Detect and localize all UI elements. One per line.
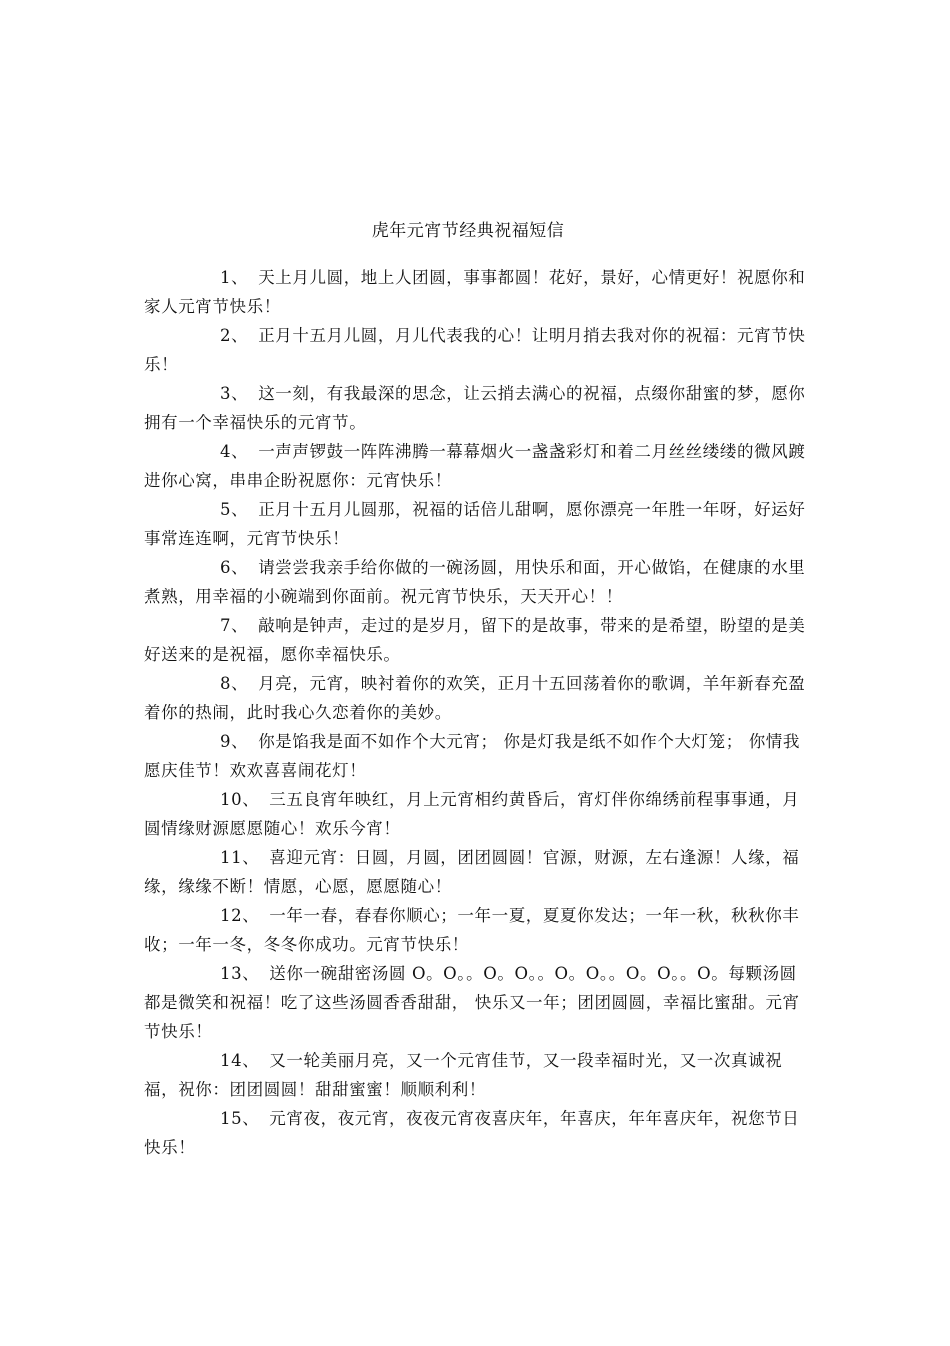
item-number: 6、: [220, 558, 249, 577]
item-text: 又一轮美丽月亮，又一个元宵佳节，又一段幸福时光，又一次真诚祝福，祝你：团团圆圆！甜甜蜜蜜！顺顺利利！: [144, 1051, 783, 1099]
item-text: 正月十五月儿圆，月儿代表我的心！让明月捎去我对你的祝福：元宵节快乐！: [144, 326, 806, 374]
item-number: 13、: [220, 964, 260, 983]
item-text: 元宵夜，夜元宵，夜夜元宵夜喜庆年，年喜庆，年年喜庆年，祝您节日快乐！: [144, 1109, 800, 1157]
item-number: 5、: [220, 500, 249, 519]
item-number: 14、: [220, 1051, 260, 1070]
item-number: 15、: [220, 1109, 260, 1128]
item-text: 请尝尝我亲手给你做的一碗汤圆，用快乐和面，开心做馅，在健康的水里煮熟，用幸福的小碗端到你面前。祝元宵节快乐，天天开心！！: [144, 558, 806, 606]
item-text: 送你一碗甜密汤圆 O。O。。O。O。。O。O。。O。O。。O。每颗汤圆都是微笑和祝福！吃了这些汤圆香香甜甜， 快乐又一年；团团圆圆，幸福比蜜甜。元宵节快乐！: [144, 964, 800, 1041]
item-number: 12、: [220, 906, 260, 925]
item-text: 喜迎元宵：日圆，月圆，团团圆圆！官源，财源，左右逢源！人缘，福缘，缘缘不断！情愿，心愿，愿愿随心！: [144, 848, 800, 896]
message-list: [144, 263, 808, 1162]
item-text: 一声声锣鼓一阵阵沸腾一幕幕烟火一盏盏彩灯和着二月丝丝缕缕的微风踱进你心窝，串串企盼祝愿你：元宵快乐！: [144, 442, 806, 490]
list-item: [144, 1104, 808, 1162]
list-item: [144, 785, 808, 843]
list-item: [144, 379, 808, 437]
item-text: 天上月儿圆，地上人团圆，事事都圆！花好，景好，心情更好！祝愿你和家人元宵节快乐！: [144, 268, 806, 316]
item-text: 正月十五月儿圆那，祝福的话倍儿甜啊，愿你漂亮一年胜一年呀，好运好事常连连啊，元宵节快乐！: [144, 500, 806, 548]
item-number: 4、: [220, 442, 249, 461]
list-item: [144, 843, 808, 901]
list-item: [144, 437, 808, 495]
list-item: [144, 1046, 808, 1104]
item-number: 9、: [220, 732, 249, 751]
item-text: 三五良宵年映红，月上元宵相约黄昏后，宵灯伴你绵绣前程事事通，月圆情缘财源愿愿随心！欢乐今宵！: [144, 790, 800, 838]
list-item: [144, 669, 808, 727]
item-number: 10、: [220, 790, 260, 809]
item-number: 2、: [220, 326, 249, 345]
item-text: 这一刻，有我最深的思念，让云捎去满心的祝福，点缀你甜蜜的梦，愿你拥有一个幸福快乐的元宵节。: [144, 384, 806, 432]
list-item: [144, 263, 808, 321]
list-item: [144, 901, 808, 959]
item-number: 8、: [220, 674, 249, 693]
list-item: [144, 495, 808, 553]
list-item: [144, 611, 808, 669]
item-number: 11、: [220, 848, 260, 867]
list-item: [144, 321, 808, 379]
list-item: [144, 727, 808, 785]
item-text: 一年一春，春春你顺心；一年一夏，夏夏你发达；一年一秋，秋秋你丰收；一年一冬，冬冬你成功。元宵节快乐！: [144, 906, 800, 954]
list-item: [144, 959, 808, 1046]
item-text: 敲响是钟声，走过的是岁月，留下的是故事，带来的是希望，盼望的是美好送来的是祝福，愿你幸福快乐。: [144, 616, 806, 664]
page-title: 虎年元宵节经典祝福短信: [371, 221, 565, 241]
item-number: 7、: [220, 616, 249, 635]
item-text: 你是馅我是面不如作个大元宵； 你是灯我是纸不如作个大灯笼； 你情我愿庆佳节！欢欢喜喜闹花灯！: [144, 732, 800, 780]
item-number: 1、: [220, 268, 249, 287]
item-text: 月亮，元宵，映衬着你的欢笑，正月十五回荡着你的歌调，羊年新春充盈着你的热闹，此时我心久恋着你的美妙。: [144, 674, 806, 722]
item-number: 3、: [220, 384, 249, 403]
list-item: [144, 553, 808, 611]
